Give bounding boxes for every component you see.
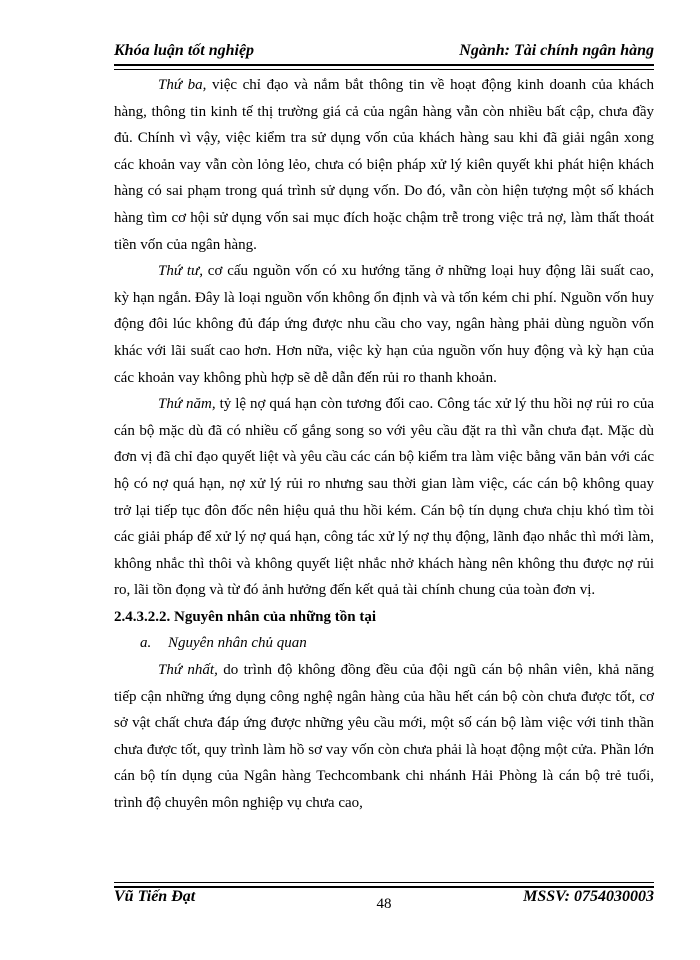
paragraph-thu-nam [114,391,654,604]
paragraph-text: cơ cấu nguồn vốn có xu hướng tăng ở những loại huy động lãi suất cao, kỳ hạn ngắn. Đây là loại nguồn vốn không ổn định và và tốn kém chi phí. Nguồn vốn huy động đôi lúc không đủ đáp ứng được nhu cầu cho vay, ngân hàng phải dùng nguồn vốn khác với lãi suất cao hơn. Hơn nữa, việc kỳ hạn của nguồn vốn huy động và kỳ hạn của các khoản vay không phù hợp sẽ dễ dẫn đến rủi ro thanh khoản. [114,263,655,386]
page-number: 48 [376,896,392,912]
footer-author: Vũ Tiến Đạt [114,888,196,905]
paragraph-text: tỷ lệ nợ quá hạn còn tương đối cao. Công tác xử lý thu hồi nợ rủi ro của cán bộ mặc dù đã có nhiều cố gắng song so với yêu cầu đặt ra thì vẫn chưa đạt. Mặc dù đơn vị đã chỉ đạo quyết liệt và yêu cầu các cán bộ kiểm tra làm việc bằng văn bản với các hộ có nợ quá hạn, nợ xử lý rủi ro nhưng sau thời gian làm việc, các cán bộ không quay trở lại tiếp tục đôn đốc nên hiệu quả thu hồi kém. Cán bộ tín dụng chưa chịu khó tìm tòi các giải pháp để xử lý nợ quá hạn, công tác xử lý nợ thụ động, lãnh đạo nhắc thì mới làm, không nhắc thì thôi và không quyết liệt nhắc nhở khách hàng nên không thu được nợ rủi ro, lãi tồn đọng và từ đó ảnh hưởng đến kết quả tài chính chung của toàn đơn vị. [114,396,655,599]
paragraph-lead: Thứ tư, [158,263,203,280]
footer-rule-thin [114,882,654,883]
paragraph-thu-tu [114,258,654,391]
subheading-marker: a. [140,635,152,652]
header-rule-thick [114,64,654,66]
header-major: Ngành: Tài chính ngân hàng [459,42,654,59]
paragraph-text: việc chỉ đạo và nắm bắt thông tin về hoạt động kinh doanh của khách hàng, thông tin kinh tế thị trường giá cả của ngân hàng vẫn còn nhiều bất cập, chưa đầy đủ. Chính vì vậy, việc kiểm tra sử dụng vốn của khách hàng sau khi đã giải ngân xong các khoản vay vẫn còn lỏng lẻo, chưa có biện pháp xử lý kiên quyết khi phát hiện khách hàng có sai phạm trong quá trình sử dụng vốn. Do đó, vẫn còn hiện tượng một số khách hàng tìm cơ hội sử dụng vốn sai mục đích hoặc chậm trễ trong việc trả nợ, làm thất thoát tiền vốn của ngân hàng. [114,77,654,253]
paragraph-thu-nhat [114,657,654,817]
header-rule-thin [114,69,654,70]
body-text [114,72,654,817]
paragraph-lead: Thứ nhất, [158,662,218,679]
paragraph-lead: Thứ ba, [158,77,207,93]
paragraph-text: do trình độ không đồng đều của đội ngũ cán bộ nhân viên, khả năng tiếp cận những ứng dụng công nghệ ngân hàng của hầu hết cán bộ còn chưa được tốt, cơ sở vật chất chưa đáp ứng được những yêu cầu mới, một số cán bộ làm việc với tinh thần chưa được tốt, quy trình làm hồ sơ vay vốn còn chưa phải là hoạt động một cửa. Phần lớn cán bộ tín dụng của Ngân hàng Techcombank chi nhánh Hải Phòng là cán bộ trẻ tuổi, trình độ chuyên môn nghiệp vụ chưa cao, [114,662,654,812]
running-footer [114,888,654,918]
paragraph-thu-ba [114,72,654,258]
section-heading: 2.4.3.2.2. Nguyên nhân của những tồn tại [114,608,376,625]
subheading [114,630,654,657]
footer-student-id: MSSV: 0754030003 [523,888,654,905]
subheading-text: Nguyên nhân chủ quan [168,635,307,652]
paragraph-lead: Thứ năm, [158,396,216,413]
running-header [114,32,654,62]
header-thesis-type: Khóa luận tốt nghiệp [114,42,255,59]
